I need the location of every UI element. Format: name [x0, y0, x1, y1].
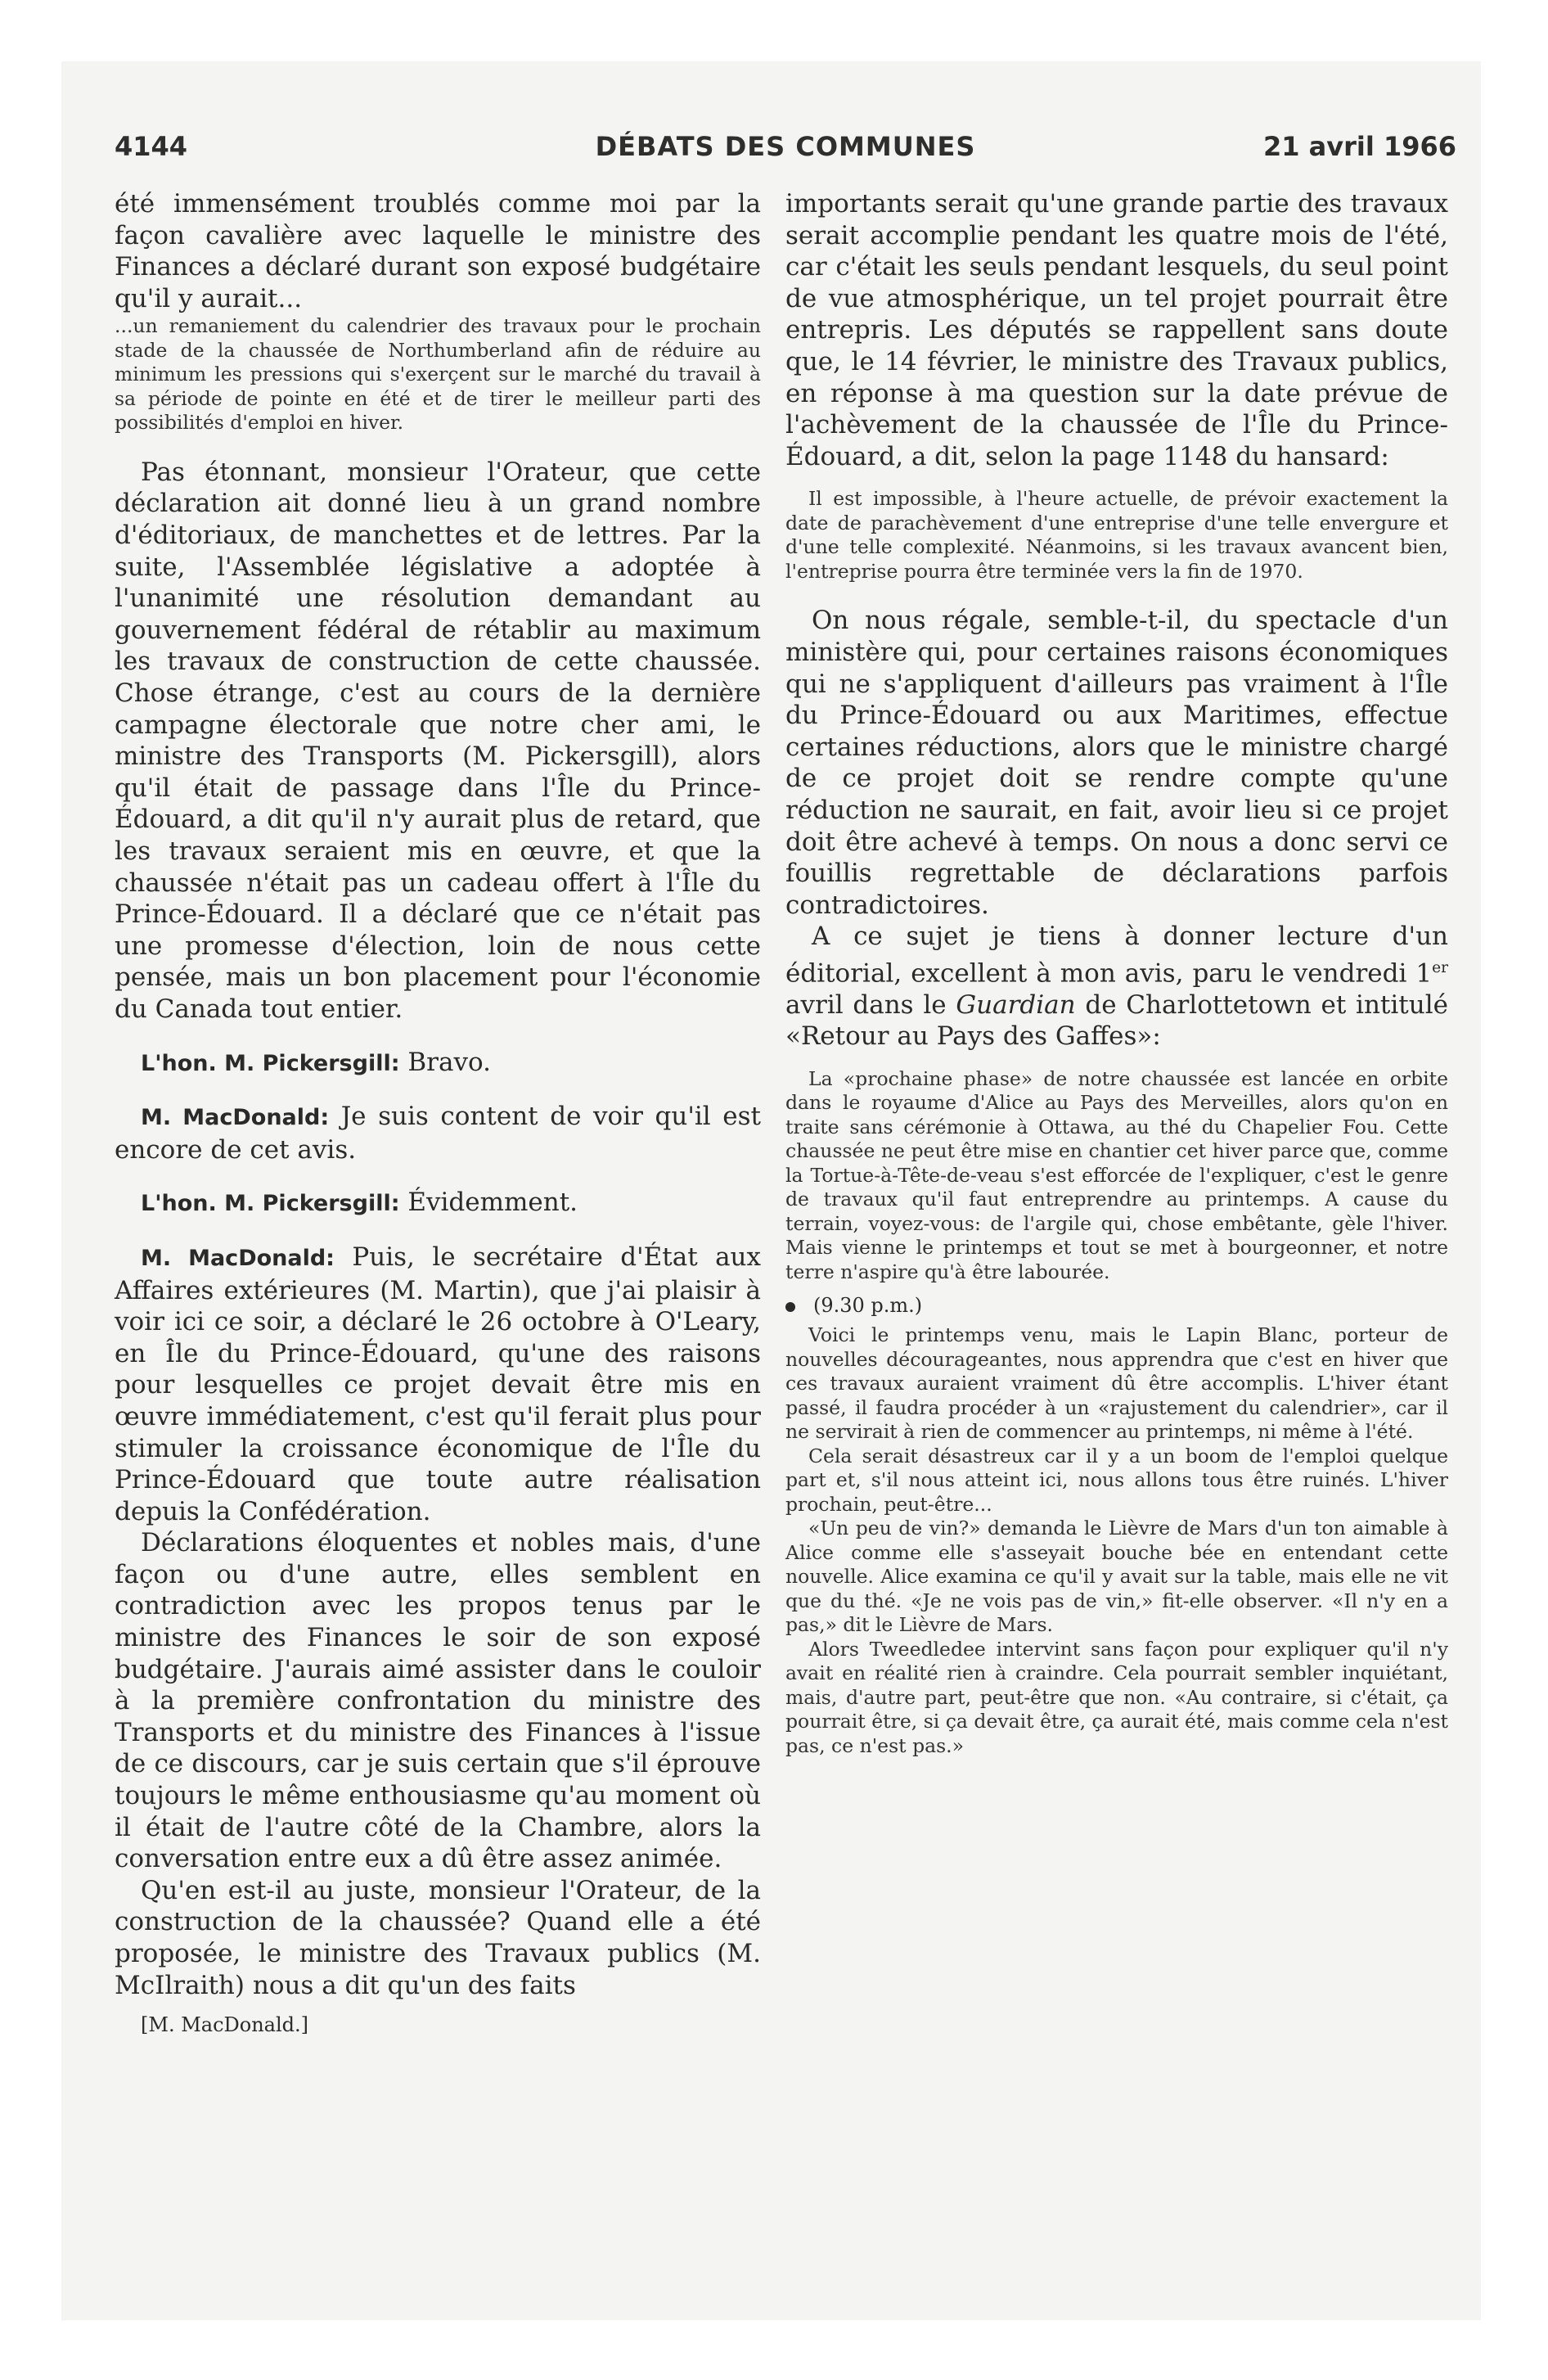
speech-text: Je suis content de voir qu'il est encore de cet avis. [115, 1102, 762, 1165]
paragraph: importants serait qu'une grande partie des travaux serait accomplie pendant les quatre mois de l'été, car c'était les seuls pendant lesquels, du seul point de vue atmosphérique, un tel projet pourrait être entrepris. Les députés se rappellent sans doute que, le 14 février, le ministre des Travaux publics, en réponse à ma question sur la date prévue de l'achèvement de la chaussée de l'Île du Prince-Édouard, a dit, selon la page 1148 du hansard: [785, 189, 1448, 471]
speech-text: Évidemment. [399, 1188, 578, 1218]
page-header [115, 123, 1456, 172]
paragraph: Qu'en est-il au juste, monsieur l'Orateur, de la construction de la chaussée? Quand elle a été proposée, le ministre des Travaux publics (M. McIlraith) nous a dit qu'un des faits [115, 1875, 761, 2000]
speaker-turn [115, 1187, 761, 1220]
quoted-passage: Alors Tweedledee intervint sans façon pour expliquer qu'il n'y avait en réalité rien à craindre. Cela pourrait sembler inquiétant, mais, d'autre part, peut-être que non. «Au contraire, si c'était, ça pourrait être, si ça devait être, ça aurait été, mais comme cela n'est pas, ce n'est pas.» [785, 1637, 1448, 1757]
publication-title: DÉBATS DES COMMUNES [595, 131, 976, 162]
speech-text: Bravo. [399, 1047, 491, 1077]
speaker-name: M. MacDonald: [141, 1105, 330, 1131]
speaker-name: L'hon. M. Pickersgill: [141, 1191, 400, 1217]
quoted-passage: ...un remaniement du calendrier des travaux pour le prochain stade de la chaussée de Northumberland afin de réduire au minimum les pressions qui s'exerçent sur le marché du travail à sa période de pointe en été et de tirer le meilleur parti des possibilités d'emploi en hiver. [115, 314, 761, 435]
speaker-name: M. MacDonald: [141, 1245, 335, 1271]
page-number: 4144 [115, 131, 188, 162]
quoted-passage: «Un peu de vin?» demanda le Lièvre de Mars d'un ton aimable à Alice comme elle s'asseyait bouche bée en entendant cette nouvelle. Alice examina ce qu'il y avait sur la table, mais elle ne vit que du thé. «Je ne vois pas de vin,» fit-elle observer. «Il n'y en a pas,» dit le Lièvre de Mars. [785, 1517, 1448, 1637]
quoted-passage: La «prochaine phase» de notre chaussée est lancée en orbite dans le royaume d'Alice au Pays des Merveilles, alors qu'on en traite sans cérémonie à Ottawa, au thé du Chapelier Fou. Cette chaussée ne peut être mise en chantier cet hiver parce que, comme la Tortue-à-Tête-de-veau s'est efforcée de l'expliquer, c'est le genre de travaux qu'il faut entreprendre au printemps. A cause du terrain, voyez-vous: de l'argile qui, chose embêtante, gèle l'hiver. Mais vienne le printemps et tout se met à bourgeonner, et notre terre n'aspire qu'à être labourée. [785, 1066, 1448, 1283]
speech-text: Puis, le secrétaire d'État aux Affaires extérieures (M. Martin), que j'ai plaisir à voir ici ce soir, a déclaré le 26 octobre à O'Leary, en Île du Prince-Édouard, qu'une des raisons pour lesquelles ce projet devait être mis en œuvre immédiatement, c'est qu'il ferait plus pour stimuler la croissance économique de l'Île du Prince-Édouard que toute autre réalisation depuis la Confédération. [115, 1242, 762, 1526]
left-column [115, 188, 761, 2037]
quoted-passage: Voici le printemps venu, mais le Lapin Blanc, porteur de nouvelles décourageantes, nous apprendra que c'est en hiver que ces travaux auraient vraiment dû être accomplis. L'hiver étant passé, il faudra procéder à un «rajustement du calendrier», car il ne servirait à rien de commencer au printemps, ni même à l'été. [785, 1323, 1448, 1444]
paragraph: été immensément troublés comme moi par la façon cavalière avec laquelle le ministre des Finances a déclaré durant son exposé budgétaire qu'il y aurait... [115, 189, 761, 313]
text-run: de Charlottetown et intitulé «Retour au Pays des Gaffes»: [785, 989, 1448, 1052]
speaker-turn [115, 1242, 761, 1527]
quoted-passage: Cela serait désastreux car il y a un boom de l'emploi quelque part et, s'il nous atteint ici, nous allons tous être ruinés. L'hiver prochain, peut-être... [785, 1444, 1448, 1516]
time-marker [785, 1292, 1448, 1318]
paragraph: On nous régale, semble-t-il, du spectacle d'un ministère qui, pour certaines raisons économiques qui ne s'appliquent d'ailleurs pas vraiment à l'Île du Prince-Édouard ou aux Maritimes, effectue certaines réductions, alors que le ministre chargé de ce projet doit se rendre compte qu'une réduction ne saurait, en fait, avoir lieu si ce projet doit être achevé à temps. On nous a donc servi ce fouillis regrettable de déclarations parfois contradictoires. [785, 606, 1448, 920]
superscript: er [1432, 958, 1448, 976]
page-date: 21 avril 1966 [1262, 131, 1456, 162]
paragraph: Déclarations éloquentes et nobles mais, d'une façon ou d'une autre, elles semblent en contradiction avec les propos tenus par le ministre des Finances le soir de son exposé budgétaire. J'aurais aimé assister dans le couloir à la première confrontation du ministre des Transports et du ministre des Finances à l'issue de ce discours, car je suis certain que s'il éprouve toujours le même enthousiasme qu'au moment où il était de l'autre côté de la Chambre, alors la conversation entre eux a dû être assez animée. [115, 1528, 761, 1874]
speaker-name: L'hon. M. Pickersgill: [141, 1050, 400, 1076]
right-column [785, 188, 1448, 1758]
paragraph: Pas étonnant, monsieur l'Orateur, que cette déclaration ait donné lieu à un grand nombre d'éditoriaux, de manchettes et de lettres. Par la suite, l'Assemblée législative a adoptée à l'unanimité une résolution demandant au gouvernement fédéral de rétablir au maximum les travaux de construction de cette chaussée. Chose étrange, c'est au cours de la dernière campagne électorale que notre cher ami, le ministre des Transports (M. Pickersgill), alors qu'il était de passage dans l'Île du Prince-Édouard, a dit qu'il n'y aurait plus de retard, que les travaux seraient mis en œuvre, et que la chaussée n'était pas un cadeau offert à l'Île du Prince-Édouard. Il a déclaré que ce n'était pas une promesse d'élection, loin de nous cette pensée, mais un bon placement pour l'économie du Canada tout entier. [115, 457, 761, 1024]
text-run: avril dans le [785, 989, 956, 1020]
bullet-icon [785, 1302, 795, 1312]
speaker-turn [115, 1101, 761, 1165]
newspaper-name: Guardian [956, 989, 1076, 1020]
speaker-footnote: [M. MacDonald.] [141, 2013, 309, 2037]
speaker-turn [115, 1047, 761, 1080]
paragraph [785, 921, 1448, 1053]
text-run: A ce sujet je tiens à donner lecture d'un éditorial, excellent à mon avis, paru le vendredi 1 [785, 922, 1448, 989]
time-stamp: (9.30 p.m.) [813, 1294, 923, 1318]
quoted-passage: Il est impossible, à l'heure actuelle, de prévoir exactement la date de parachèvement d'une entreprise d'une telle envergure et d'une telle complexité. Néanmoins, si les travaux avancent bien, l'entreprise pourra être terminée vers la fin de 1970. [785, 487, 1448, 583]
